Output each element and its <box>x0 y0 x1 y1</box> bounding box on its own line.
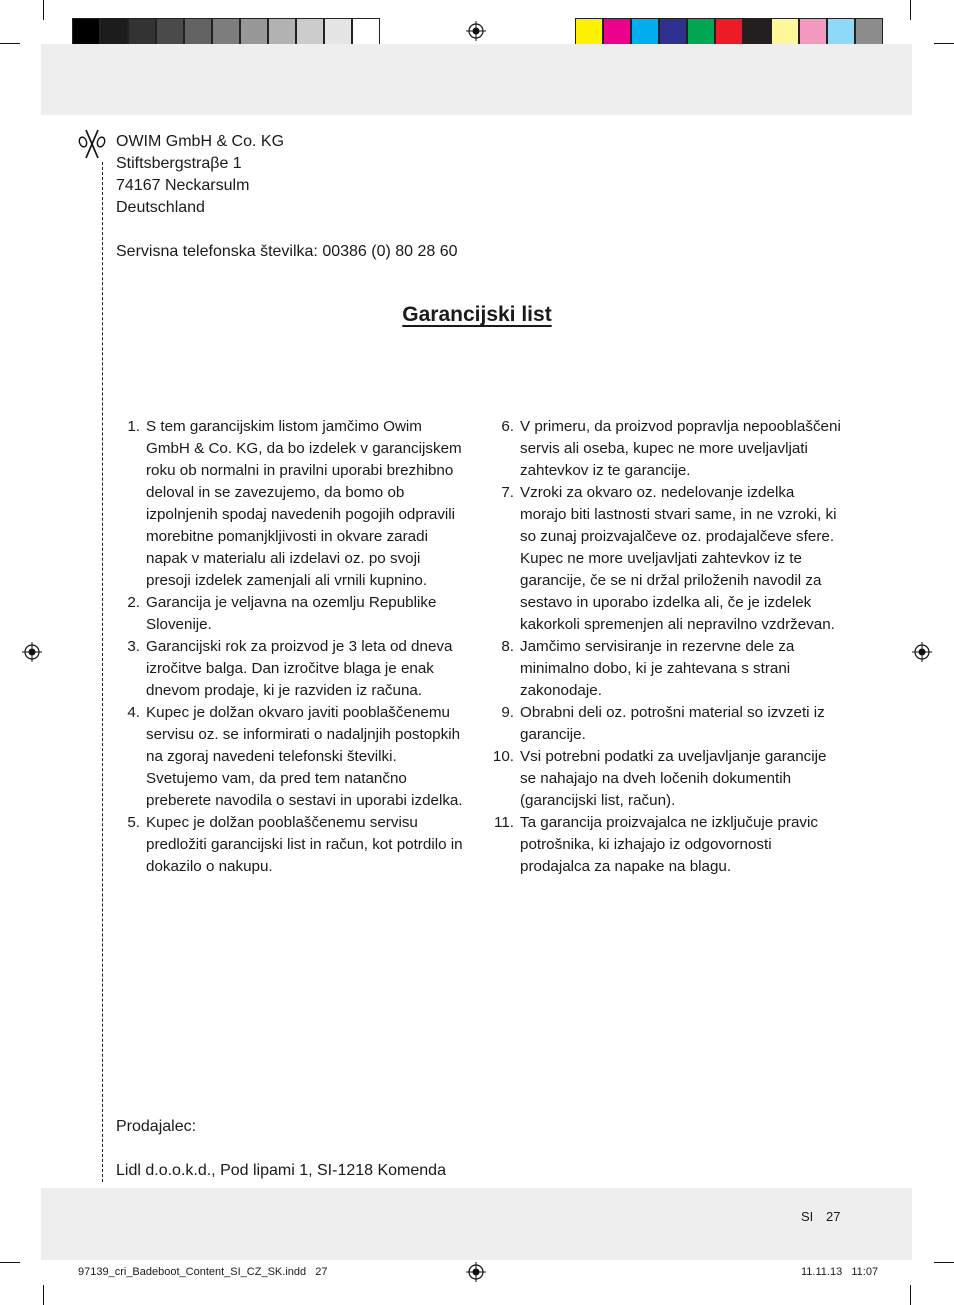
color-swatch <box>603 18 631 46</box>
condition-text: Ta garancija proizvajalca ne izključuje pravic potrošnika, ki izhajajo iz odgovornosti prodajalca za napake na blagu. <box>520 814 818 875</box>
color-swatch <box>268 18 296 46</box>
condition-item <box>490 746 842 812</box>
color-swatch <box>72 18 100 46</box>
registration-mark-icon <box>912 642 932 662</box>
color-swatch <box>296 18 324 46</box>
seller-address: Lidl d.o.o.k.d., Pod lipami 1, SI-1218 Komenda <box>116 1162 446 1179</box>
registration-mark-icon <box>466 1262 486 1282</box>
header-band <box>41 44 912 115</box>
crop-mark <box>43 0 44 20</box>
page-language: SI <box>801 1209 814 1224</box>
condition-text: V primeru, da proizvod popravlja nepooblaščeni servis ali oseba, kupec ne more uveljavljati zahtevkov iz te garancije. <box>520 418 841 479</box>
registration-mark-icon <box>466 21 486 41</box>
conditions-left-column <box>116 416 468 878</box>
color-swatch <box>631 18 659 46</box>
condition-item <box>490 416 842 482</box>
condition-text: Vzroki za okvaro oz. nedelovanje izdelka morajo biti lastnosti stvari same, in ne vzroki, ki so zunaj proizvajalčeve oz. prodajalčeve sfere. Kupec ne more uveljavljati zahtevkov iz te garancije, če se ni držal priloženih navodil za sestavo in uporabo izdelka ali, če je izdelek kakorkoli spremenjen ali nepravilno vzdrževan. <box>520 484 837 633</box>
color-swatch <box>240 18 268 46</box>
condition-text: Obrabni deli oz. potrošni material so izvzeti iz garancije. <box>520 704 825 743</box>
company-street: Stiftsbergstraβe 1 <box>116 155 242 172</box>
crop-mark <box>910 0 911 20</box>
color-swatch <box>128 18 156 46</box>
condition-text: Jamčimo servisiranje in rezervne dele za minimalno dobo, ki je zahtevana s strani zakonodaje. <box>520 638 795 699</box>
color-swatch <box>212 18 240 46</box>
condition-item <box>116 812 468 878</box>
condition-number: 1. <box>127 418 140 435</box>
condition-item <box>490 482 842 636</box>
crop-mark <box>934 1262 954 1263</box>
crop-mark <box>0 43 20 44</box>
crop-mark <box>43 1285 44 1305</box>
condition-item <box>490 812 842 878</box>
company-name: OWIM GmbH & Co. KG <box>116 133 285 150</box>
condition-number: 10. <box>492 748 514 765</box>
company-country: Deutschland <box>116 199 205 216</box>
slug-filename: 97139_cri_Badeboot_Content_SI_CZ_SK.indd 27 <box>78 1266 328 1278</box>
color-swatch <box>184 18 212 46</box>
page-title-wrap <box>0 303 954 327</box>
crop-mark <box>934 43 954 44</box>
condition-number: 6. <box>501 418 514 435</box>
condition-item <box>116 636 468 702</box>
color-swatch <box>715 18 743 46</box>
color-swatch <box>575 18 603 46</box>
condition-item <box>116 702 468 812</box>
color-swatch <box>156 18 184 46</box>
condition-number: 3. <box>127 638 140 655</box>
color-swatch <box>100 18 128 46</box>
page-title: Garancijski list <box>402 303 552 326</box>
registration-mark-icon <box>22 642 42 662</box>
footer-band <box>41 1188 912 1260</box>
color-swatch <box>352 18 380 46</box>
condition-text: Garancijski rok za proizvod je 3 leta od dneva izročitve balga. Dan izročitve blaga je enak dnevom prodaje, ki je razviden iz računa. <box>146 638 453 699</box>
company-city: 74167 Neckarsulm <box>116 177 250 194</box>
conditions-right-column <box>490 416 842 878</box>
condition-item <box>490 702 842 746</box>
condition-number: 2. <box>127 594 140 611</box>
condition-text: Vsi potrebni podatki za uveljavljanje garancije se nahajajo na dveh ločenih dokumentih (garancijski list, račun). <box>520 748 827 809</box>
crop-mark <box>0 1262 20 1263</box>
color-swatch <box>743 18 771 46</box>
page-number: 27 <box>826 1209 841 1224</box>
condition-number: 5. <box>127 814 140 831</box>
color-swatch <box>827 18 855 46</box>
condition-number: 8. <box>501 638 514 655</box>
color-swatch <box>324 18 352 46</box>
color-swatch <box>855 18 883 46</box>
condition-number: 4. <box>127 704 140 721</box>
condition-number: 7. <box>501 484 514 501</box>
color-swatch <box>799 18 827 46</box>
condition-text: Kupec je dolžan okvaro javiti pooblaščenemu servisu oz. se informirati o nadaljnjih postopkih na zgoraj navedeni telefonski številki. Svetujemo vam, da pred tem natančno preberete navodila o sestavi in uporabi izdelka. <box>146 704 463 809</box>
crop-mark <box>910 1285 911 1305</box>
condition-item <box>490 636 842 702</box>
scissors-icon <box>78 128 106 162</box>
condition-item <box>116 592 468 636</box>
color-swatch <box>771 18 799 46</box>
color-swatch <box>659 18 687 46</box>
condition-text: Garancija je veljavna na ozemlju Republike Slovenije. <box>146 594 437 633</box>
service-phone: Servisna telefonska številka: 00386 (0) 80 28 60 <box>116 243 458 260</box>
seller-label: Prodajalec: <box>116 1118 197 1135</box>
condition-number: 9. <box>501 704 514 721</box>
condition-item <box>116 416 468 592</box>
color-swatch <box>687 18 715 46</box>
condition-number: 11. <box>494 814 514 831</box>
condition-text: Kupec je dolžan pooblaščenemu servisu predložiti garancijski list in račun, kot potrdilo in dokazilo o nakupu. <box>146 814 463 875</box>
condition-text: S tem garancijskim listom jamčimo Owim GmbH & Co. KG, da bo izdelek v garancijskem roku ob normalni in pravilni uporabi brezhibno deloval in se zavezujemo, da bomo ob izpolnjenih spodaj navedenih pogojih odpravili morebitne pomanjkljivosti in okvare zaradi napak v materialu ali izdelavi oz. po svoji presoji izdelek zamenjali ali vrnili kupnino. <box>146 418 462 589</box>
slug-datetime: 11.11.13 11:07 <box>801 1266 879 1278</box>
